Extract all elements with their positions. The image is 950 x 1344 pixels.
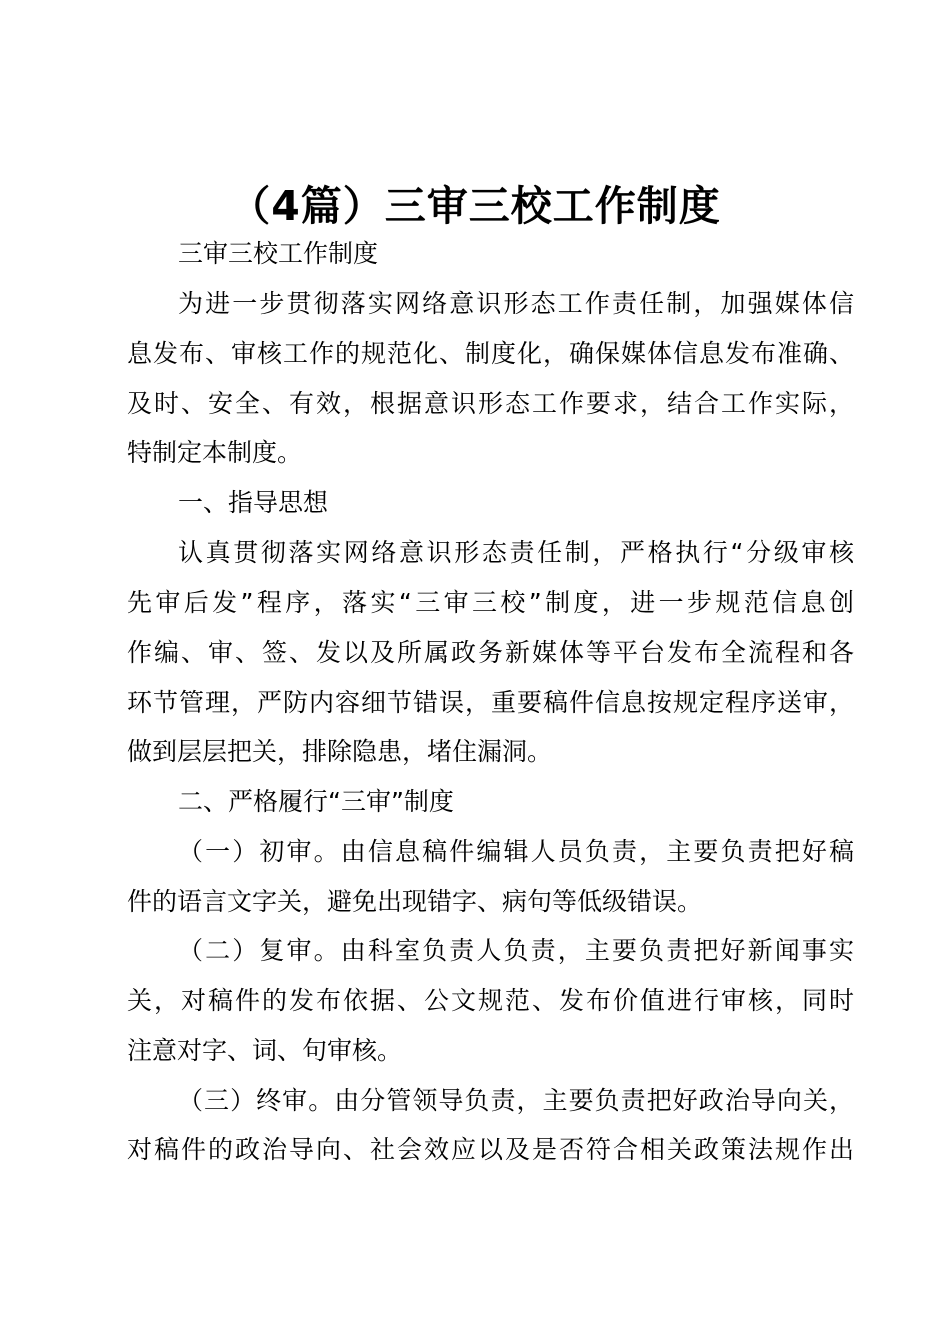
paragraph-guiding-line-3: 作编、审、签、发以及所属政务新媒体等平台发布全流程和各 [127,638,854,667]
paragraph-guiding-line-5: 做到层层把关，排除隐患，堵住漏洞。 [127,737,553,766]
paragraph-guiding-line-4: 环节管理，严防内容细节错误，重要稿件信息按规定程序送审， [127,688,854,717]
paragraph-intro-line-1: 为进一步贯彻落实网络意识形态工作责任制，加强媒体信 [178,289,854,318]
heading-guiding-thought: 一、指导思想 [178,488,329,517]
paragraph-intro-line-2: 息发布、审核工作的规范化、制度化，确保媒体信息发布准确、 [127,339,854,368]
paragraph-intro-line-3: 及时、安全、有效，根据意识形态工作要求，结合工作实际， [127,389,854,418]
paragraph-guiding-line-1: 认真贯彻落实网络意识形态责任制，严格执行“分级审核 [178,538,854,567]
heading-three-reviews: 二、严格履行“三审”制度 [178,787,454,816]
document-title: （4篇）三审三校工作制度 [229,182,721,230]
paragraph-intro-line-4: 特制定本制度。 [127,438,303,467]
paragraph-second-review-line-2: 关，对稿件的发布依据、公文规范、发布价值进行审核，同时 [127,986,854,1015]
paragraph-final-review-line-1: （三）终审。由分管领导负责，主要负责把好政治导向关， [178,1086,854,1115]
paragraph-guiding-line-2: 先审后发”程序，落实“三审三校”制度，进一步规范信息创 [127,588,854,617]
section-subtitle: 三审三校工作制度 [178,239,379,268]
paragraph-final-review-line-2: 对稿件的政治导向、社会效应以及是否符合相关政策法规作出 [127,1135,854,1164]
paragraph-first-review-line-1: （一）初审。由信息稿件编辑人员负责，主要负责把好稿 [178,837,854,866]
paragraph-first-review-line-2: 件的语言文字关，避免出现错字、病句等低级错误。 [127,887,703,916]
paragraph-second-review-line-3: 注意对字、词、句审核。 [127,1036,403,1065]
paragraph-second-review-line-1: （二）复审。由科室负责人负责，主要负责把好新闻事实 [178,936,854,965]
